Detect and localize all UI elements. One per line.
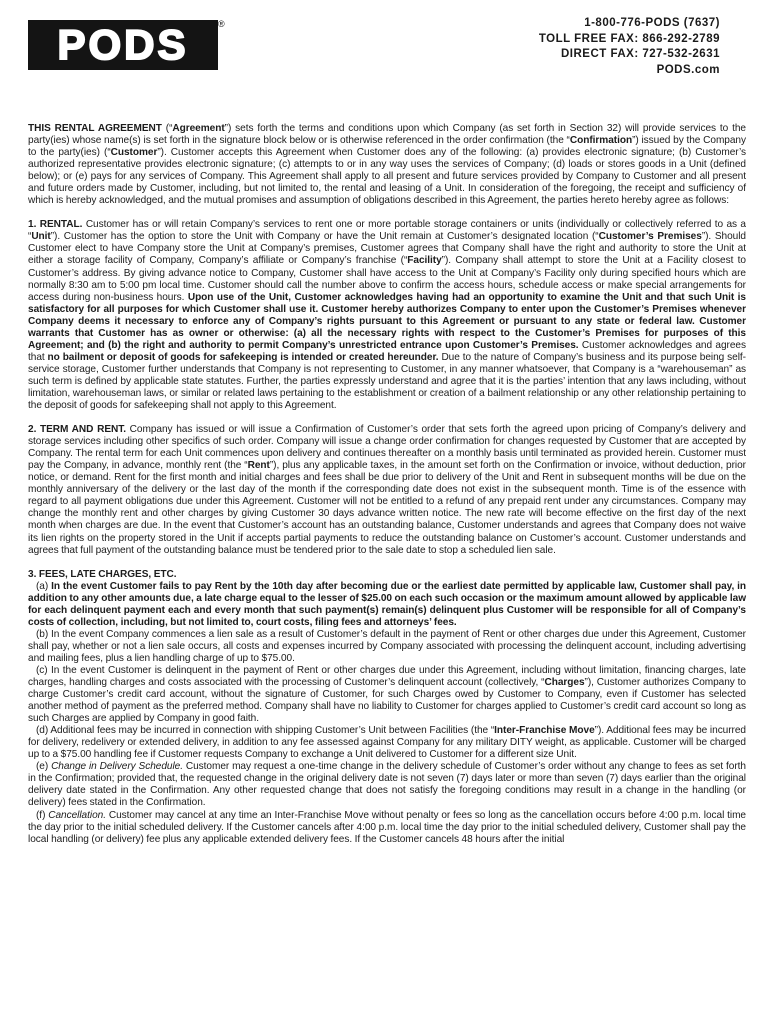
section-1-title: 1. RENTAL. (28, 219, 83, 231)
registered-mark: ® (218, 19, 225, 29)
section-3a: (a) In the event Customer fails to pay Rent by the 10th day after becoming due or the earliest date permitted by applicable law, Customer shall pay, in addition to any other amounts due, a late charge equal to the lesser of $25.00 on each such occasion or the maximum amount allowed by applicable law for each delinquent payment each and every month that such payment(s) remain(s) delinquent plus Customer will be responsible for all of Company’s costs of collection, including, but not limited to, court costs, filing fees and attorneys’ fees. (28, 580, 746, 628)
agreement-body (28, 123, 746, 846)
logo-text: PODS (57, 21, 189, 68)
section-2-term-and-rent: 2. TERM AND RENT. Company has issued or will issue a Confirmation of Customer’s order that sets forth the agreed upon pricing of Company’s delivery and storage services including other specifics of such order. Company will issue a change order confirmation for changes requested by Customer that are accepted by Company. The rental term for each Unit commences upon delivery and continues thereafter on a monthly basis until terminated as provided herein. Customer must pay the Company, in advance, monthly rent (the “Rent”), plus any applicable taxes, in the amount set forth on the Confirmation or invoice, without deduction, prior notice, or demand. Rent for the first month and initial charges and fees shall be due prior to delivery of the Unit and Rent in subsequent months will be due on the monthly anniversary of the delivery or the last day of the month if the corresponding date does not exist in the subsequent month. Time is of the essence with regard to all payment obligations due under this Agreement. Customer will not be entitled to a refund of any prepaid rent under any circumstances. Company may change the monthly rent and other charges by giving Customer 30 days advance written notice. The new rate will become effective on the first day of the next month when charges are due. In the event that Customer’s account has an outstanding balance, Customer understands and agrees that Company does not waive its lien rights on the property stored in the Unit if accepts partial payments to reduce the outstanding balance on Customer’s account. Customer understands and agrees that full payment of the outstanding balance must be tendered prior to the sale date to stop a scheduled lien sale. (28, 424, 746, 556)
website: PODS.com (656, 63, 720, 76)
section-2-title: 2. TERM AND RENT. (28, 424, 126, 436)
intro-paragraph: THIS RENTAL AGREEMENT (“Agreement”) sets forth the terms and conditions upon which Company (as set forth in Section 32) will provide services to the party(ies) whose name(s) is set forth in the signature block below or is otherwise referenced in the order confirmation (the “Confirmation”) issued by the Company to the party(ies) (“Customer”). Customer accepts this Agreement when Customer does any of the following: (a) provides electronic signature; (b) Customer’s authorized representative provides electronic signature; (c) attempts to or in any way uses the services of Company; (d) loads or stores goods in a Unit (defined below); or (e) pays for any services of Company. This Agreement shall apply to all present and future services provided by Company to Customer and all present and future orders made by Customer, including, but not limited to, the rental and leasing of a Unit. In consideration of the foregoing, the receipt and sufficiency of which is hereby acknowledged, and the mutual promises and assumption of obligations described in this Agreement, the parties hereto hereby agree as follows: (28, 123, 746, 207)
intro-title: THIS RENTAL AGREEMENT (28, 123, 162, 134)
section-3d: (d) Additional fees may be incurred in connection with shipping Customer’s Unit between Facilities (the “Inter-Franchise Move”). Additional fees may be incurred for delivery, redelivery or extended delivery, in addition to any fee assessed against Company for any military DITY weight, as applicable. Customer will be charged up to a $75.00 handling fee if Customer requests Company to exchange a Unit delivered to Customer for a different size Unit. (28, 725, 746, 761)
section-3b: (b) In the event Company commences a lien sale as a result of Customer’s default in the payment of Rent or other charges due under this Agreement, Customer shall pay, whether or not a lien sale occurs, all costs and expenses incurred by Company associated with processing the delinquent account, including advertising and mailing fees, plus a lien handling charge of up to $75.00. (28, 628, 746, 664)
section-1-rental: 1. RENTAL. Customer has or will retain Company’s services to rent one or more portable storage containers or units (individually or collectively referred to as a “Unit”). Customer has the option to store the Unit with Company or have the Unit remain at Customer’s designated location (“Customer’s Premises”). Should Customer elect to have Company store the Unit at Company’s premises, Customer agrees that Company shall have the right and authority to store the Unit at either a storage facility of Company, Company’s affiliate or Company’s franchise (“Facility”). Company shall attempt to store the Unit at a Facility closest to Customer’s address. By giving advance notice to Company, Customer shall have access to the Unit at Company’s Facility only during specified hours which are normally 8:30 am to 5:00 pm local time. Customer should call the number above to confirm the access hours, schedule access or make special arrangements for access during non-business hours. Upon use of the Unit, Customer acknowledges having had an opportunity to examine the Unit and that such Unit is satisfactory for all purposes for which Customer shall use it. Customer hereby authorizes Company to enter upon the Customer’s Premises whenever Company deems it necessary to enforce any of Company’s rights pursuant to this Agreement or pursuant to any state or federal law. Customer warrants that Customer has as owner or otherwise: (a) all the necessary rights with respect to the Customer’s Premises for purposes of this Agreement; and (b) the right and authority to permit Company’s unrestricted entrance upon Customer’s Premises. Customer acknowledges and agrees that no bailment or deposit of goods for safekeeping is intended or created hereunder. Due to the nature of Company’s business and its purpose being self-service storage, Customer further understands that Company is not representing to Customer, in any manner whatsoever, that Company is a “warehouseman” as such term is defined by applicable state statutes. Further, the parties expressly understand and agree that it is the parties’ intention that any laws including, without limitation, warehouseman laws, or similar or related laws pertaining to the establishment or creation of a bailment relationship or any other relationship pertaining to the deposit of goods for safekeeping shall not apply to this Agreement. (28, 219, 747, 412)
logo-box (28, 20, 218, 70)
section-3-title: 3. FEES, LATE CHARGES, ETC. (28, 568, 177, 580)
section-3c: (c) In the event Customer is delinquent in the payment of Rent or other charges due under this Agreement, including without limitation, financing charges, late charges, handling charges and costs associated with the processing of Customer’s delinquent account (collectively, “Charges”), Customer authorizes Company to charge Customer’s credit card account, without the signature of Customer, for such Charges owed by Customer to Company, even if Customer has selected another method of payment as the preferred method. Company shall have no liability to Customer for charges applied to Customer’s credit card account so long as such Charges are applied by Company in good faith. (28, 664, 746, 725)
contact-block (539, 16, 720, 78)
phone-number: 1-800-776-PODS (7637) (584, 17, 720, 29)
toll-free-fax: TOLL FREE FAX: 866-292-2789 (538, 32, 720, 45)
section-3f: (f) Cancellation. Customer may cancel at any time an Inter-Franchise Move without penalty or fees so long as the cancellation occurs before 4:00 p.m. local time the day prior to the initial scheduled delivery. If the Customer cancels after 4:00 p.m. local time the day prior to the initial scheduled delivery, Customer shall pay the local handling (or delivery) fee plus any applicable extended delivery fees. If the Customer cancels 48 hours after the initial (28, 809, 747, 845)
pods-logo (28, 20, 224, 70)
section-3e: (e) Change in Delivery Schedule. Customer may request a one-time change in the delivery schedule of Customer’s order without any change to fees as set forth in the Confirmation; provided that, the requested change in the original delivery date is not seven (7) days later or more than seven (7) days earlier than the original delivery date stated in the Confirmation. Any other requested change that does not satisfy the foregoing conditions may result in a change in the handling (or delivery) fees stated in the Confirmation. (28, 761, 746, 809)
direct-fax: DIRECT FAX: 727-532-2631 (560, 48, 720, 60)
